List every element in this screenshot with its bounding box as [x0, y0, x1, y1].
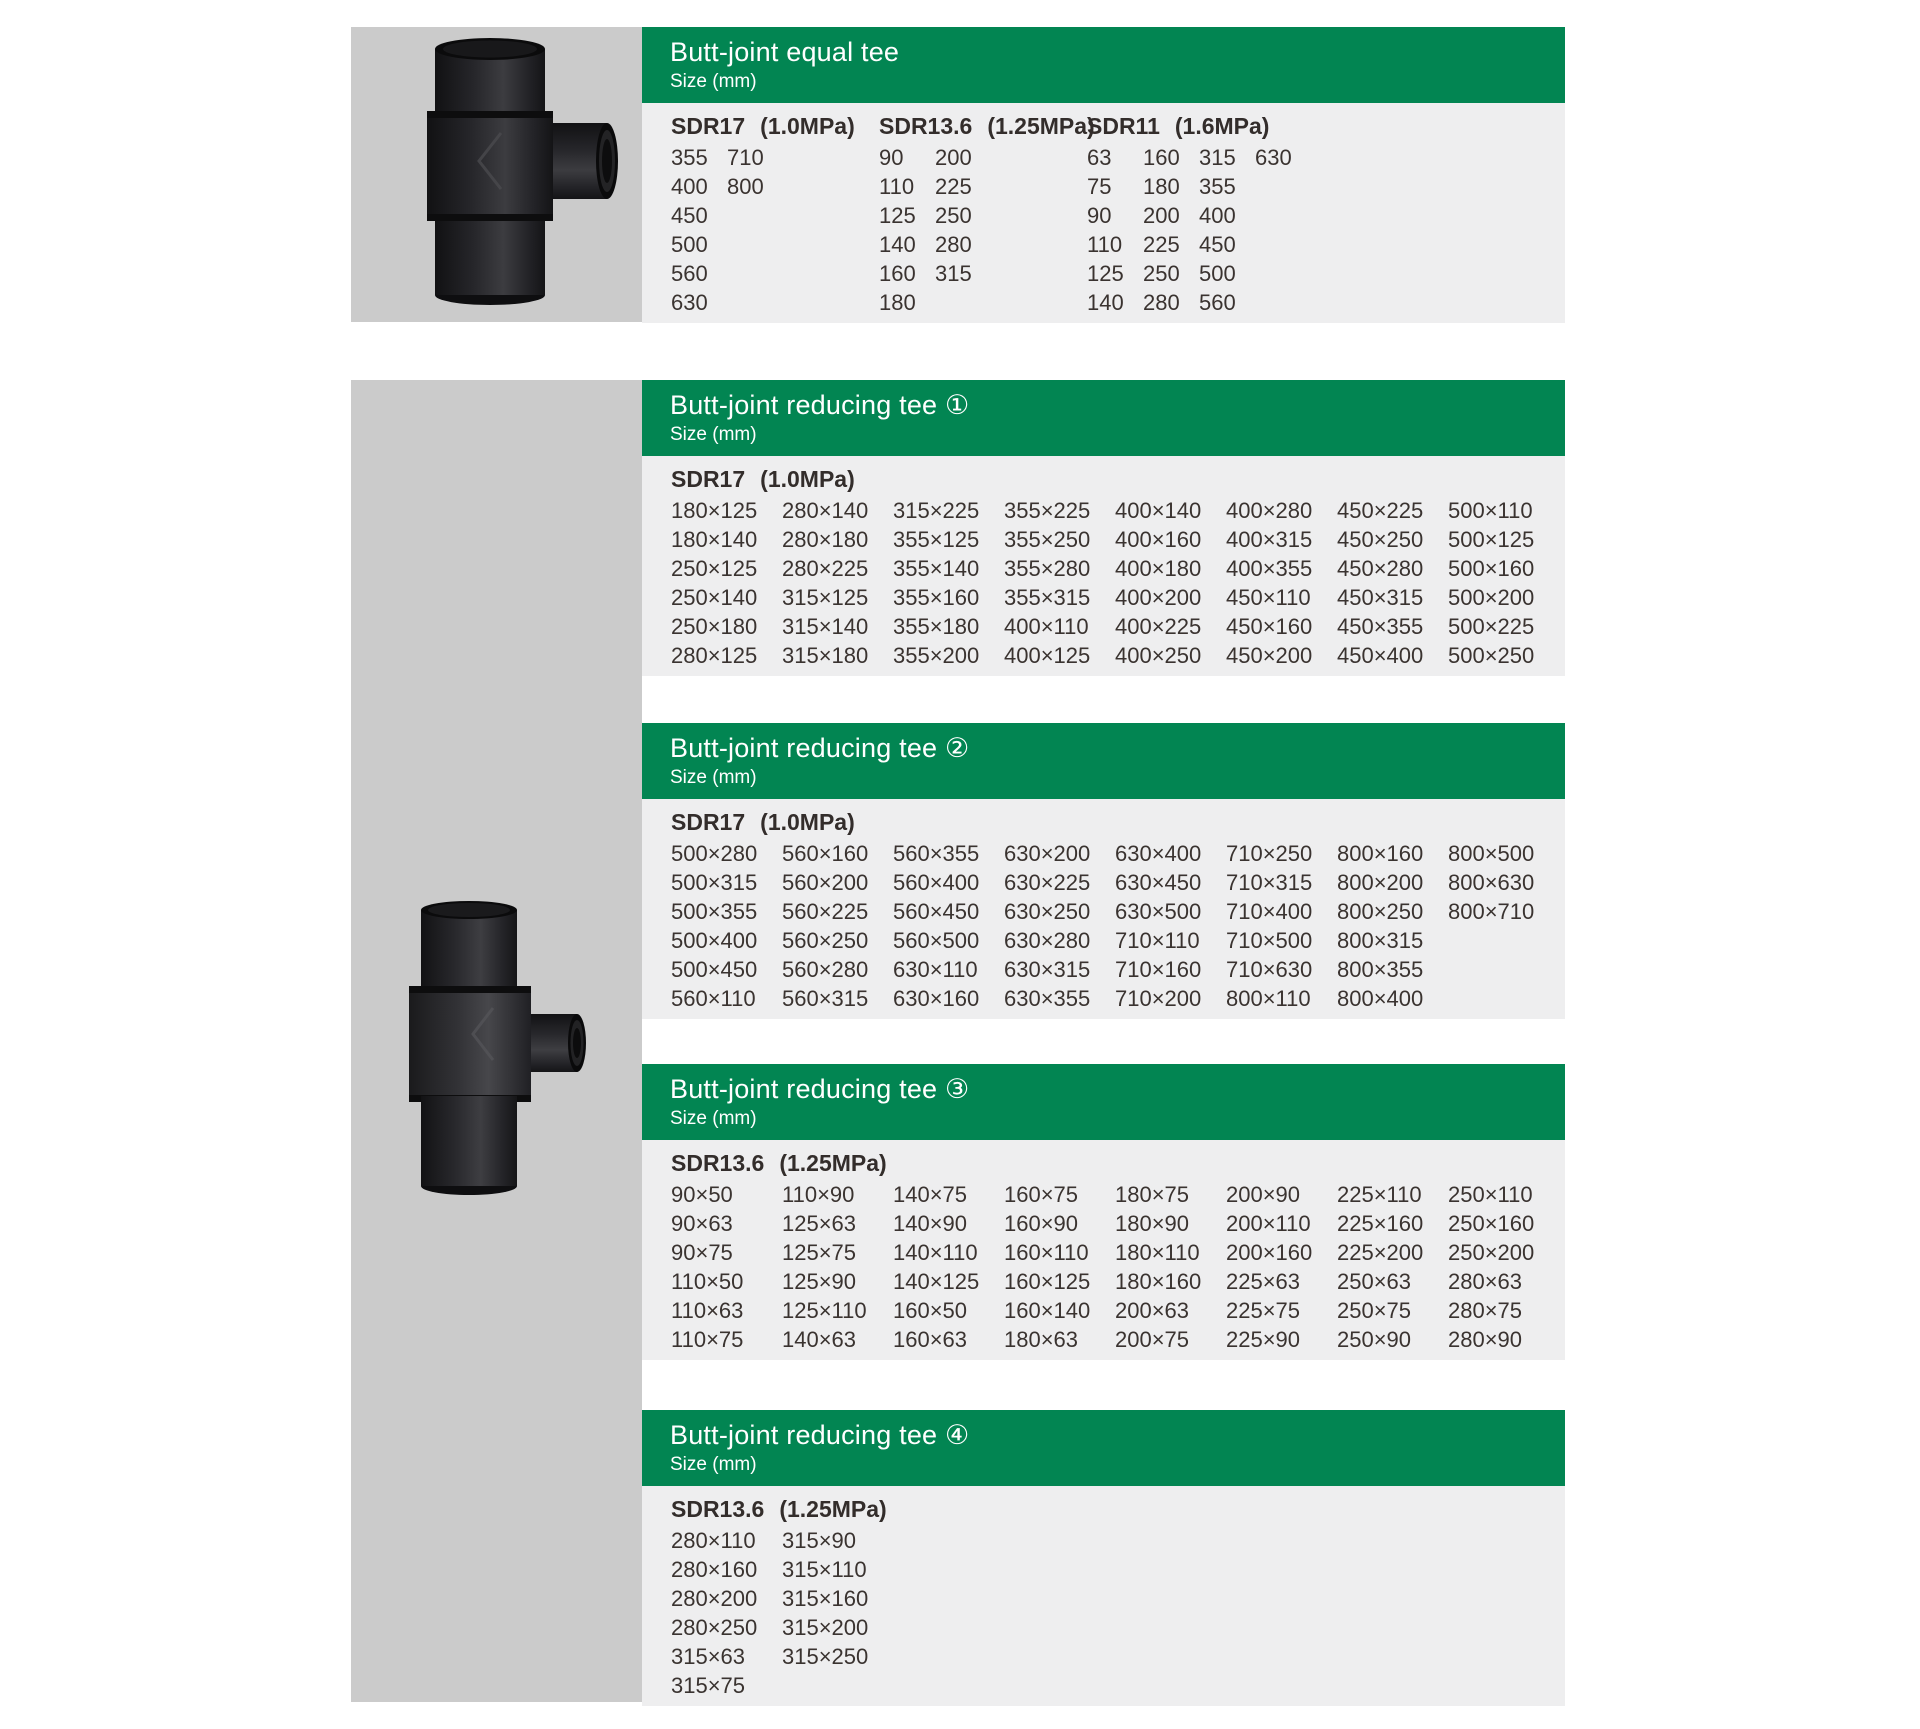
sdr-label: SDR17 — [671, 465, 746, 492]
size-value: 630×355 — [1004, 985, 1091, 1011]
size-value: 315×200 — [782, 1614, 869, 1640]
size-value: 280×160 — [671, 1556, 758, 1582]
spec-group — [1087, 109, 1311, 317]
size-value: 800×315 — [1337, 927, 1424, 953]
size-value: 140 — [1087, 289, 1124, 315]
size-value: 125 — [1087, 260, 1124, 286]
size-value: 280×250 — [671, 1614, 758, 1640]
size-columns — [879, 143, 1087, 317]
size-value: 160×90 — [1004, 1210, 1079, 1236]
size-value: 355 — [671, 144, 708, 170]
size-value: 160×110 — [1004, 1239, 1089, 1265]
size-value: 630 — [1255, 144, 1292, 170]
size-value: 110×75 — [671, 1326, 744, 1352]
size-value: 250×125 — [671, 555, 758, 581]
table-reducing-tee-2 — [642, 723, 1565, 1019]
size-column — [893, 839, 1004, 1013]
size-value: 280×110 — [671, 1527, 756, 1553]
size-value: 180×63 — [1004, 1326, 1079, 1352]
size-value: 125×90 — [782, 1268, 857, 1294]
size-value: 450×400 — [1337, 642, 1424, 668]
size-value: 225×110 — [1337, 1181, 1422, 1207]
size-value: 355×200 — [893, 642, 980, 668]
size-value: 500 — [1199, 260, 1236, 286]
size-value: 140×110 — [893, 1239, 978, 1265]
size-value: 315×90 — [782, 1527, 857, 1553]
size-value: 355×180 — [893, 613, 980, 639]
spec-row — [671, 1492, 893, 1526]
size-value: 200 — [1143, 202, 1180, 228]
size-grid — [642, 103, 1565, 323]
size-value: 400×160 — [1115, 526, 1202, 552]
size-value: 160×63 — [893, 1326, 968, 1352]
size-value: 90×75 — [671, 1239, 733, 1265]
size-value: 125 — [879, 202, 916, 228]
table-header — [642, 27, 1565, 103]
reducing-tee-photo-panel — [351, 380, 642, 1702]
size-value: 280×125 — [671, 642, 758, 668]
size-column — [1143, 143, 1199, 317]
size-value: 355×140 — [893, 555, 980, 581]
size-value: 90×50 — [671, 1181, 733, 1207]
size-value: 90 — [879, 144, 904, 170]
sdr-label: SDR13.6 — [671, 1149, 765, 1176]
size-value: 355×315 — [1004, 584, 1091, 610]
size-value: 250×90 — [1337, 1326, 1412, 1352]
size-value: 315×250 — [782, 1643, 869, 1669]
spec-group — [671, 805, 1559, 1013]
size-value: 630×450 — [1115, 869, 1202, 895]
table-title: Butt-joint equal tee — [670, 37, 900, 67]
size-grid — [642, 799, 1565, 1019]
spec-row — [671, 109, 879, 143]
size-value: 630×200 — [1004, 840, 1091, 866]
size-value: 500×280 — [671, 840, 758, 866]
size-value: 160×75 — [1004, 1181, 1079, 1207]
size-value: 140×90 — [893, 1210, 968, 1236]
size-value: 450×280 — [1337, 555, 1424, 581]
size-column — [893, 1180, 1004, 1354]
size-column — [893, 496, 1004, 670]
size-column — [879, 143, 935, 317]
table-equal-tee — [642, 27, 1565, 323]
size-value: 710×160 — [1115, 956, 1202, 982]
size-value: 560 — [1199, 289, 1236, 315]
size-value: 450 — [671, 202, 708, 228]
table-header — [642, 1064, 1565, 1140]
size-value: 315×63 — [671, 1643, 746, 1669]
size-value: 500×250 — [1448, 642, 1535, 668]
size-value: 500×125 — [1448, 526, 1535, 552]
table-header — [642, 723, 1565, 799]
size-value: 110×50 — [671, 1268, 744, 1294]
size-column — [1199, 143, 1255, 317]
size-value: 160 — [879, 260, 916, 286]
size-column — [1004, 496, 1115, 670]
size-value: 250×75 — [1337, 1297, 1412, 1323]
size-value: 450×110 — [1226, 584, 1311, 610]
size-value: 560×450 — [893, 898, 980, 924]
size-value: 225 — [935, 173, 972, 199]
size-column — [1115, 839, 1226, 1013]
size-value: 200×90 — [1226, 1181, 1301, 1207]
size-grid — [642, 1140, 1565, 1360]
size-value: 560×400 — [893, 869, 980, 895]
table-subtitle: Size (mm) — [670, 424, 757, 445]
table-header — [642, 1410, 1565, 1486]
size-value: 125×75 — [782, 1239, 857, 1265]
table-subtitle: Size (mm) — [670, 767, 757, 788]
size-column — [1004, 1180, 1115, 1354]
size-value: 500×450 — [671, 956, 758, 982]
size-value: 450×250 — [1337, 526, 1424, 552]
size-columns — [671, 496, 1559, 670]
sdr-label: SDR13.6 — [671, 1495, 765, 1522]
pressure-label: (1.25MPa) — [987, 112, 1095, 139]
size-value: 500×355 — [671, 898, 758, 924]
size-value: 800×500 — [1448, 840, 1535, 866]
size-value: 500×400 — [671, 927, 758, 953]
size-value: 560×280 — [782, 956, 869, 982]
size-value: 400×250 — [1115, 642, 1202, 668]
size-value: 180×90 — [1115, 1210, 1190, 1236]
size-value: 400×110 — [1004, 613, 1089, 639]
size-value: 225×160 — [1337, 1210, 1424, 1236]
size-value: 630×225 — [1004, 869, 1091, 895]
size-columns — [671, 1526, 893, 1700]
sdr-label: SDR17 — [671, 112, 746, 139]
size-column — [1087, 143, 1143, 317]
size-column — [782, 496, 893, 670]
size-column — [671, 143, 727, 317]
size-value: 400 — [1199, 202, 1236, 228]
size-value: 160×125 — [1004, 1268, 1091, 1294]
size-value: 500×225 — [1448, 613, 1535, 639]
size-value: 225×75 — [1226, 1297, 1301, 1323]
pressure-label: (1.0MPa) — [760, 465, 855, 492]
size-column — [1004, 839, 1115, 1013]
sdr-label: SDR11 — [1087, 112, 1160, 139]
table-reducing-tee-4 — [642, 1410, 1565, 1706]
table-header — [642, 380, 1565, 456]
size-column — [1226, 839, 1337, 1013]
size-value: 560×315 — [782, 985, 869, 1011]
pressure-label: (1.0MPa) — [760, 808, 855, 835]
size-value: 140×75 — [893, 1181, 968, 1207]
size-value: 180×140 — [671, 526, 758, 552]
size-value: 315×225 — [893, 497, 980, 523]
size-columns — [671, 839, 1559, 1013]
size-value: 180×160 — [1115, 1268, 1202, 1294]
size-value: 90×63 — [671, 1210, 733, 1236]
size-value: 315 — [1199, 144, 1236, 170]
size-value: 710×200 — [1115, 985, 1202, 1011]
size-column — [671, 839, 782, 1013]
size-value: 280 — [1143, 289, 1180, 315]
size-value: 450×225 — [1337, 497, 1424, 523]
size-value: 560×160 — [782, 840, 869, 866]
size-value: 630×110 — [893, 956, 978, 982]
size-value: 200×160 — [1226, 1239, 1313, 1265]
size-value: 110 — [879, 173, 915, 199]
size-columns — [671, 1180, 1559, 1354]
table-subtitle: Size (mm) — [670, 1454, 757, 1475]
size-value: 800 — [727, 173, 764, 199]
size-column — [1337, 839, 1448, 1013]
size-value: 280×140 — [782, 497, 869, 523]
size-value: 400×225 — [1115, 613, 1202, 639]
size-value: 500×160 — [1448, 555, 1535, 581]
size-value: 710×250 — [1226, 840, 1313, 866]
size-value: 710×500 — [1226, 927, 1313, 953]
table-reducing-tee-3 — [642, 1064, 1565, 1360]
sdr-label: SDR17 — [671, 808, 746, 835]
size-value: 400×280 — [1226, 497, 1313, 523]
spec-row — [879, 109, 1095, 143]
table-title: Butt-joint reducing tee ① — [670, 390, 970, 420]
size-column — [782, 1526, 893, 1700]
size-column — [935, 143, 991, 317]
size-value: 315×125 — [782, 584, 869, 610]
spec-row — [671, 462, 1559, 496]
size-value: 800×160 — [1337, 840, 1424, 866]
size-value: 160×50 — [893, 1297, 968, 1323]
size-value: 280×63 — [1448, 1268, 1523, 1294]
size-value: 630×500 — [1115, 898, 1202, 924]
size-value: 180 — [1143, 173, 1180, 199]
spec-group — [671, 462, 1559, 670]
size-value: 140 — [879, 231, 916, 257]
size-value: 630×160 — [893, 985, 980, 1011]
reducing-tee-fitting-photo — [351, 380, 642, 1702]
size-value: 200×110 — [1226, 1210, 1311, 1236]
size-value: 560×500 — [893, 927, 980, 953]
size-value: 400×315 — [1226, 526, 1313, 552]
size-value: 250×160 — [1448, 1210, 1535, 1236]
size-value: 280 — [935, 231, 972, 257]
size-grid — [642, 1486, 1565, 1706]
size-value: 140×125 — [893, 1268, 980, 1294]
size-value: 250×63 — [1337, 1268, 1412, 1294]
size-value: 280×75 — [1448, 1297, 1523, 1323]
size-value: 315×75 — [671, 1672, 746, 1698]
size-column — [1448, 839, 1559, 1013]
spec-group — [671, 1146, 1559, 1354]
spec-group — [671, 109, 879, 317]
size-value: 355×160 — [893, 584, 980, 610]
size-value: 800×250 — [1337, 898, 1424, 924]
size-column — [671, 496, 782, 670]
size-value: 250×180 — [671, 613, 758, 639]
size-value: 560 — [671, 260, 708, 286]
size-value: 400×125 — [1004, 642, 1091, 668]
size-value: 315×180 — [782, 642, 869, 668]
size-value: 710 — [727, 144, 764, 170]
size-value: 800×400 — [1337, 985, 1424, 1011]
size-value: 500×315 — [671, 869, 758, 895]
size-value: 250 — [1143, 260, 1180, 286]
size-value: 315×160 — [782, 1585, 869, 1611]
size-value: 225×200 — [1337, 1239, 1424, 1265]
size-value: 710×110 — [1115, 927, 1200, 953]
size-value: 90 — [1087, 202, 1112, 228]
equal-tee-photo-panel — [351, 27, 642, 322]
size-value: 630×400 — [1115, 840, 1202, 866]
sdr-label: SDR13.6 — [879, 112, 973, 139]
size-column — [1448, 496, 1559, 670]
size-value: 355×225 — [1004, 497, 1091, 523]
size-value: 400×355 — [1226, 555, 1313, 581]
size-value: 110 — [1087, 231, 1123, 257]
size-value: 400×200 — [1115, 584, 1202, 610]
size-value: 500×200 — [1448, 584, 1535, 610]
size-value: 800×710 — [1448, 898, 1535, 924]
table-reducing-tee-1 — [642, 380, 1565, 676]
size-column — [671, 1180, 782, 1354]
size-value: 630×280 — [1004, 927, 1091, 953]
size-value: 200 — [935, 144, 972, 170]
size-columns — [1087, 143, 1311, 317]
size-value: 450×200 — [1226, 642, 1313, 668]
spec-group — [879, 109, 1095, 317]
size-value: 280×200 — [671, 1585, 758, 1611]
size-value: 560×355 — [893, 840, 980, 866]
size-value: 280×180 — [782, 526, 869, 552]
size-column — [782, 1180, 893, 1354]
size-column — [1337, 496, 1448, 670]
pressure-label: (1.0MPa) — [760, 112, 855, 139]
size-columns — [671, 143, 879, 317]
table-subtitle: Size (mm) — [670, 1108, 757, 1129]
size-value: 140×63 — [782, 1326, 857, 1352]
size-value: 250×200 — [1448, 1239, 1535, 1265]
size-column — [1226, 496, 1337, 670]
pressure-label: (1.25MPa) — [779, 1495, 887, 1522]
size-value: 450 — [1199, 231, 1236, 257]
size-value: 225×90 — [1226, 1326, 1301, 1352]
size-value: 800×630 — [1448, 869, 1535, 895]
size-column — [1337, 1180, 1448, 1354]
size-value: 225×63 — [1226, 1268, 1301, 1294]
size-value: 560×225 — [782, 898, 869, 924]
size-value: 710×630 — [1226, 956, 1313, 982]
size-column — [782, 839, 893, 1013]
size-value: 710×315 — [1226, 869, 1313, 895]
size-value: 355×280 — [1004, 555, 1091, 581]
size-value: 800×110 — [1226, 985, 1311, 1011]
spec-row — [1087, 109, 1311, 143]
table-title: Butt-joint reducing tee ④ — [670, 1420, 970, 1450]
size-grid — [642, 456, 1565, 676]
size-value: 800×355 — [1337, 956, 1424, 982]
size-column — [1115, 496, 1226, 670]
size-value: 355×250 — [1004, 526, 1091, 552]
size-column — [1448, 1180, 1559, 1354]
spec-row — [671, 1146, 1559, 1180]
size-value: 400×180 — [1115, 555, 1202, 581]
size-value: 355 — [1199, 173, 1236, 199]
size-value: 250×140 — [671, 584, 758, 610]
size-value: 450×315 — [1337, 584, 1424, 610]
size-value: 180×110 — [1115, 1239, 1200, 1265]
size-value: 110×63 — [671, 1297, 744, 1323]
size-value: 315×110 — [782, 1556, 867, 1582]
size-value: 180×75 — [1115, 1181, 1190, 1207]
size-value: 200×75 — [1115, 1326, 1190, 1352]
size-value: 560×250 — [782, 927, 869, 953]
size-value: 315×140 — [782, 613, 869, 639]
size-value: 400 — [671, 173, 708, 199]
equal-tee-fitting-photo — [351, 27, 642, 322]
table-title: Butt-joint reducing tee ③ — [670, 1074, 970, 1104]
size-value: 280×225 — [782, 555, 869, 581]
size-value: 200×63 — [1115, 1297, 1190, 1323]
size-value: 250 — [935, 202, 972, 228]
size-value: 280×90 — [1448, 1326, 1523, 1352]
table-subtitle: Size (mm) — [670, 71, 757, 92]
size-value: 630×315 — [1004, 956, 1091, 982]
table-title: Butt-joint reducing tee ② — [670, 733, 970, 763]
size-value: 500×110 — [1448, 497, 1533, 523]
pressure-label: (1.25MPa) — [779, 1149, 887, 1176]
size-value: 450×355 — [1337, 613, 1424, 639]
spec-group — [671, 1492, 893, 1700]
size-value: 355×125 — [893, 526, 980, 552]
spec-row — [671, 805, 1559, 839]
size-column — [1255, 143, 1311, 317]
size-value: 225 — [1143, 231, 1180, 257]
size-value: 560×200 — [782, 869, 869, 895]
size-value: 125×110 — [782, 1297, 867, 1323]
size-value: 630 — [671, 289, 708, 315]
size-value: 630×250 — [1004, 898, 1091, 924]
size-value: 500 — [671, 231, 708, 257]
size-value: 180 — [879, 289, 916, 315]
size-value: 160×140 — [1004, 1297, 1091, 1323]
size-value: 560×110 — [671, 985, 756, 1011]
size-value: 250×110 — [1448, 1181, 1533, 1207]
size-column — [727, 143, 783, 317]
size-column — [671, 1526, 782, 1700]
size-column — [1226, 1180, 1337, 1354]
size-value: 400×140 — [1115, 497, 1202, 523]
size-value: 710×400 — [1226, 898, 1313, 924]
size-value: 75 — [1087, 173, 1112, 199]
size-value: 110×90 — [782, 1181, 855, 1207]
size-column — [1115, 1180, 1226, 1354]
size-value: 63 — [1087, 144, 1112, 170]
size-value: 180×125 — [671, 497, 758, 523]
size-value: 160 — [1143, 144, 1180, 170]
size-value: 125×63 — [782, 1210, 857, 1236]
size-value: 315 — [935, 260, 972, 286]
size-value: 450×160 — [1226, 613, 1313, 639]
size-value: 800×200 — [1337, 869, 1424, 895]
pressure-label: (1.6MPa) — [1174, 112, 1270, 139]
